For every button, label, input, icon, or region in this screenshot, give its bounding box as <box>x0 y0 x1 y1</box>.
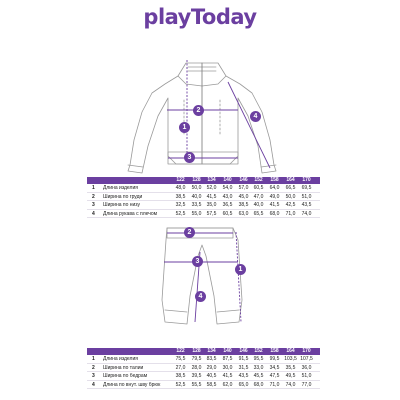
size-col-128: 128 <box>192 177 201 183</box>
table-row <box>87 184 320 193</box>
pants-marker-3: 3 <box>192 256 203 267</box>
table-row <box>87 364 320 373</box>
brand-logo: playToday <box>143 5 257 29</box>
pants-marker-2: 2 <box>184 227 195 238</box>
row-label: Ширина по низу <box>103 202 141 209</box>
cell-value: 50,0 <box>191 185 202 191</box>
row-label: Ширина по бедрам <box>103 373 148 380</box>
cell-value: 38,5 <box>175 193 186 200</box>
cell-value: 87,5 <box>222 356 233 362</box>
cell-value: 33,0 <box>253 364 264 371</box>
jacket-marker-4: 4 <box>250 111 261 122</box>
cell-value: 51,0 <box>301 193 312 200</box>
row-number: 4 <box>92 210 95 217</box>
cell-value: 49,5 <box>285 373 296 380</box>
cell-value: 54,0 <box>222 185 233 191</box>
cell-value: 27,0 <box>175 364 186 371</box>
cell-value: 68,0 <box>269 210 280 217</box>
row-number: 1 <box>92 185 95 191</box>
pants-size-header <box>87 348 320 355</box>
table-row <box>87 193 320 202</box>
cell-value: 38,5 <box>238 202 249 209</box>
row-number: 2 <box>92 193 95 200</box>
cell-value: 91,5 <box>238 356 249 362</box>
cell-value: 31,5 <box>238 364 249 371</box>
cell-value: 41,5 <box>206 193 217 200</box>
table-row <box>87 372 320 381</box>
cell-value: 29,0 <box>206 364 217 371</box>
cell-value: 47,5 <box>269 373 280 380</box>
cell-value: 99,5 <box>269 356 280 362</box>
table-row <box>87 355 320 364</box>
cell-value: 41,5 <box>269 202 280 209</box>
cell-value: 63,0 <box>238 210 249 217</box>
size-col-140: 140 <box>223 177 232 183</box>
cell-value: 45,5 <box>253 373 264 380</box>
row-label: Длина изделия <box>103 356 138 362</box>
cell-value: 32,5 <box>175 202 186 209</box>
cell-value: 42,5 <box>285 202 296 209</box>
cell-value: 75,5 <box>175 356 186 362</box>
pants-marker-4: 4 <box>195 291 206 302</box>
row-number: 4 <box>92 381 95 388</box>
cell-value: 47,0 <box>253 193 264 200</box>
size-col-170: 170 <box>302 348 311 354</box>
cell-value: 60,5 <box>253 185 264 191</box>
size-col-128: 128 <box>192 348 201 354</box>
cell-value: 68,0 <box>253 381 264 388</box>
size-col-146: 146 <box>239 348 248 354</box>
pants-marker-1: 1 <box>235 264 246 275</box>
row-label: Длина по внут. шву брюк <box>103 381 161 388</box>
cell-value: 57,5 <box>206 210 217 217</box>
cell-value: 34,5 <box>269 364 280 371</box>
row-number: 3 <box>92 202 95 209</box>
cell-value: 107,5 <box>300 356 313 362</box>
cell-value: 36,5 <box>222 202 233 209</box>
size-col-164: 164 <box>286 177 295 183</box>
size-col-170: 170 <box>302 177 311 183</box>
cell-value: 60,5 <box>222 210 233 217</box>
jacket-size-table <box>87 177 320 218</box>
cell-value: 33,5 <box>191 202 202 209</box>
cell-value: 43,5 <box>238 373 249 380</box>
cell-value: 77,0 <box>301 381 312 388</box>
cell-value: 79,5 <box>191 356 202 362</box>
cell-value: 52,0 <box>206 185 217 191</box>
cell-value: 38,5 <box>175 373 186 380</box>
table-row <box>87 210 320 219</box>
cell-value: 58,5 <box>206 381 217 388</box>
jacket-size-header <box>87 177 320 184</box>
cell-value: 83,5 <box>206 356 217 362</box>
cell-value: 43,5 <box>301 202 312 209</box>
cell-value: 51,0 <box>301 373 312 380</box>
cell-value: 45,0 <box>238 193 249 200</box>
cell-value: 62,0 <box>222 381 233 388</box>
cell-value: 39,5 <box>191 373 202 380</box>
cell-value: 43,0 <box>222 193 233 200</box>
cell-value: 40,0 <box>191 193 202 200</box>
cell-value: 52,5 <box>175 381 186 388</box>
size-col-158: 158 <box>270 177 279 183</box>
cell-value: 55,0 <box>191 210 202 217</box>
cell-value: 35,0 <box>206 202 217 209</box>
pants-outline <box>162 228 242 324</box>
cell-value: 40,0 <box>253 202 264 209</box>
cell-value: 50,0 <box>285 193 296 200</box>
row-number: 3 <box>92 373 95 380</box>
cell-value: 71,0 <box>269 381 280 388</box>
cell-value: 64,0 <box>269 185 280 191</box>
cell-value: 40,5 <box>206 373 217 380</box>
cell-value: 66,5 <box>285 185 296 191</box>
size-col-158: 158 <box>270 348 279 354</box>
cell-value: 74,0 <box>285 381 296 388</box>
table-row <box>87 201 320 210</box>
cell-value: 41,5 <box>222 373 233 380</box>
cell-value: 65,0 <box>238 381 249 388</box>
cell-value: 49,0 <box>269 193 280 200</box>
size-col-122: 122 <box>176 177 185 183</box>
cell-value: 95,5 <box>253 356 264 362</box>
row-label: Ширина по груди <box>103 193 143 200</box>
table-row <box>87 381 320 390</box>
cell-value: 55,5 <box>191 381 202 388</box>
row-number: 1 <box>92 356 95 362</box>
cell-value: 48,0 <box>175 185 186 191</box>
row-label: Ширина по талии <box>103 364 144 371</box>
cell-value: 71,0 <box>285 210 296 217</box>
cell-value: 36,0 <box>301 364 312 371</box>
size-col-134: 134 <box>207 177 216 183</box>
row-label: Длина изделия <box>103 185 138 191</box>
pants-size-table <box>87 348 320 389</box>
cell-value: 52,5 <box>175 210 186 217</box>
size-col-122: 122 <box>176 348 185 354</box>
cell-value: 30,0 <box>222 364 233 371</box>
jacket-marker-2: 2 <box>193 105 204 116</box>
size-col-152: 152 <box>254 348 263 354</box>
jacket-marker-1: 1 <box>179 122 190 133</box>
cell-value: 74,0 <box>301 210 312 217</box>
cell-value: 28,0 <box>191 364 202 371</box>
cell-value: 57,0 <box>238 185 249 191</box>
cell-value: 69,5 <box>301 185 312 191</box>
size-col-164: 164 <box>286 348 295 354</box>
size-col-146: 146 <box>239 177 248 183</box>
jacket-marker-3: 3 <box>184 152 195 163</box>
size-col-140: 140 <box>223 348 232 354</box>
size-col-134: 134 <box>207 348 216 354</box>
row-number: 2 <box>92 364 95 371</box>
cell-value: 65,5 <box>253 210 264 217</box>
cell-value: 35,5 <box>285 364 296 371</box>
size-col-152: 152 <box>254 177 263 183</box>
cell-value: 103,5 <box>284 356 297 362</box>
row-label: Длина рукава с плечом <box>103 210 158 217</box>
